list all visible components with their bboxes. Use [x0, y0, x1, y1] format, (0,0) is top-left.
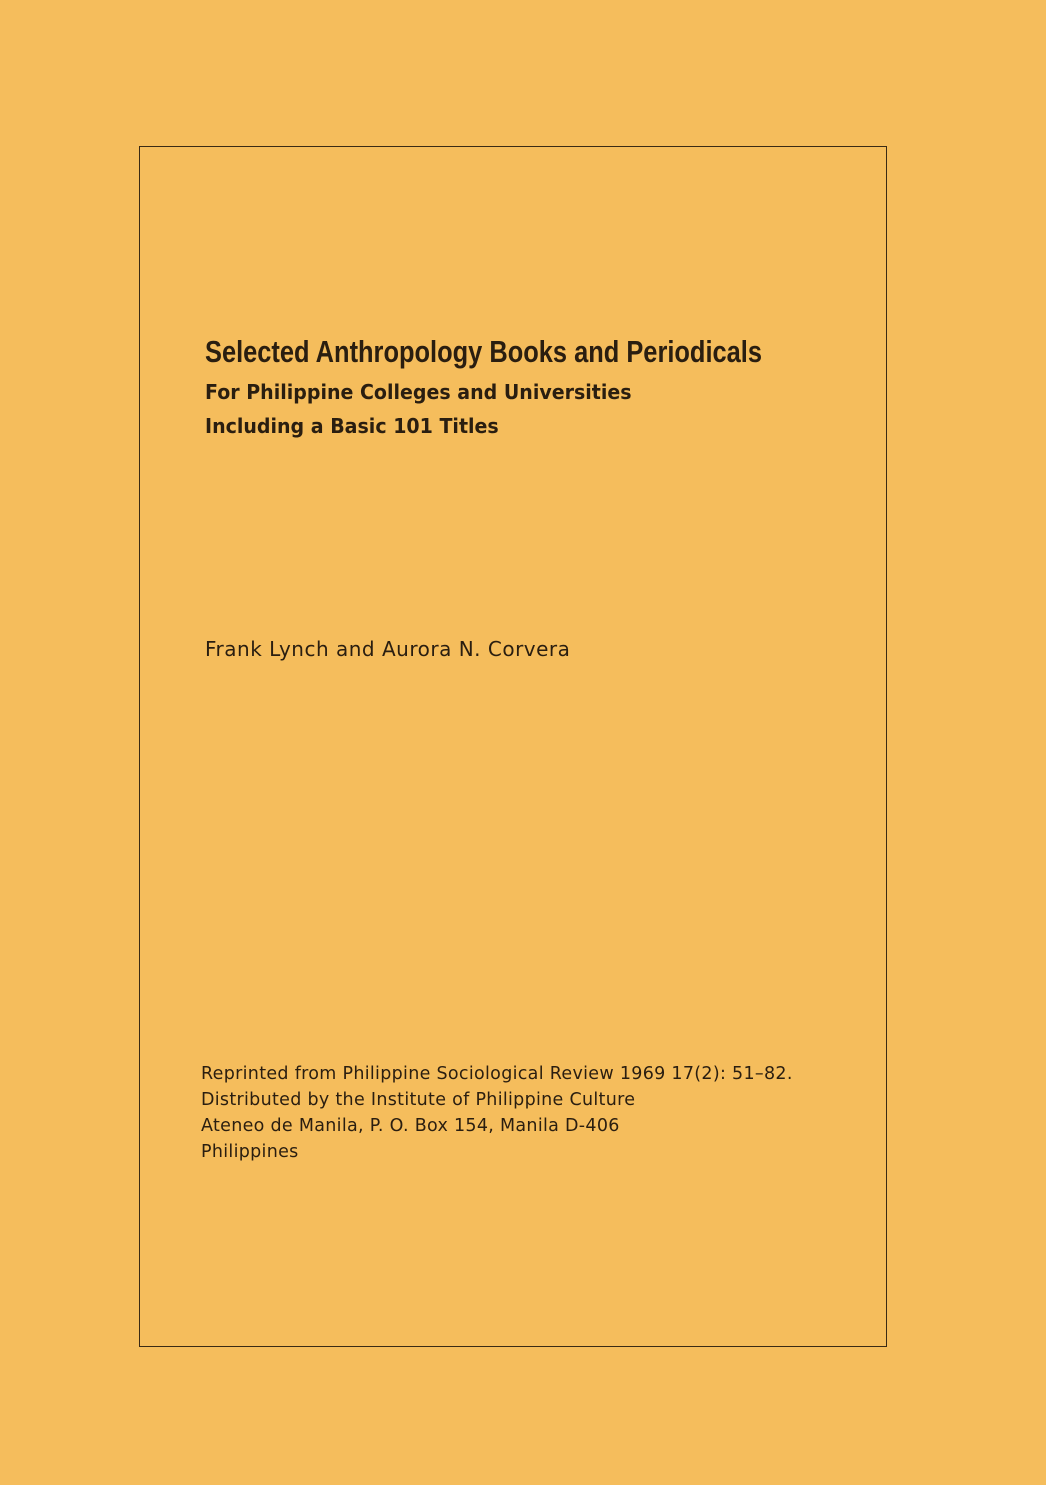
- imprint-line-reprint: Reprinted from Philippine Sociological Review 1969 17(2): 51–82.: [201, 1064, 793, 1084]
- imprint-line-country: Philippines: [201, 1142, 299, 1162]
- imprint-line-distributor: Distributed by the Institute of Philippine Culture: [201, 1090, 636, 1110]
- authors: Frank Lynch and Aurora N. Corvera: [205, 637, 571, 661]
- document-subtitle-line-1: For Philippine Colleges and Universities: [205, 380, 632, 404]
- document-title: Selected Anthropology Books and Periodicals: [205, 334, 762, 369]
- imprint-line-address: Ateneo de Manila, P. O. Box 154, Manila D-406: [201, 1116, 620, 1136]
- imprint-block: [201, 1061, 793, 1165]
- document-subtitle-line-2: Including a Basic 101 Titles: [205, 414, 499, 438]
- cover-border-frame: [139, 146, 887, 1347]
